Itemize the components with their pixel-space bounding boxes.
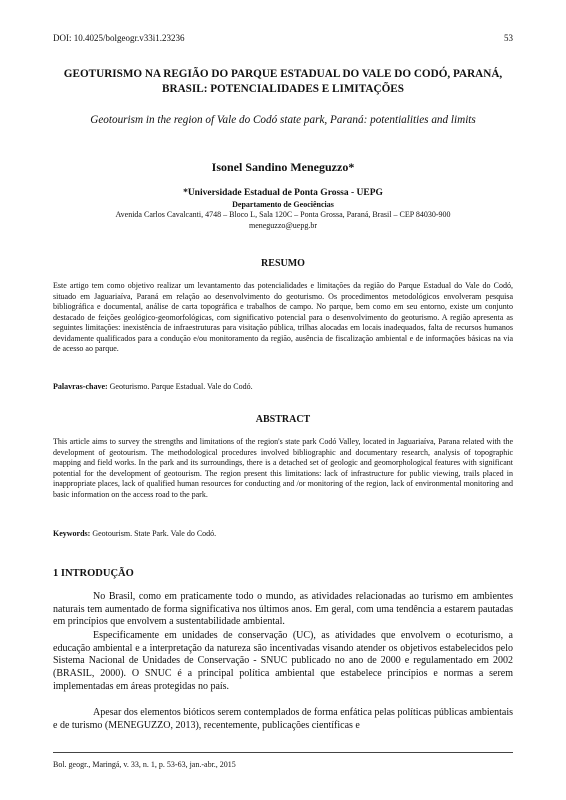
- doi-text: DOI: 10.4025/bolgeogr.v33i1.23236: [53, 33, 185, 43]
- page-header: [53, 33, 513, 43]
- abstract-text: This article aims to survey the strengths and limitations of the region's state park Codó Valley, located in Jaguariaíva, Parana related with the development of geotourism. The methodological procedures involved bibliographic and documentary research, analysis of topographic mapping and field works. In the park and its surroundings, there is a detached set of geologic and geomorphological features with significant potential for the development of geotourism. The region present this limitations: lack of infrastructure for public viewing, trails placed in inappropriate places, lack of qualified human resources for conducting and /or monitoring of the region, lack of environmental monitoring and basic information on the access road to the park.: [53, 437, 513, 499]
- resumo-keywords-value: Geoturismo. Parque Estadual. Vale do Codó.: [107, 382, 253, 391]
- abstract-heading: ABSTRACT: [255, 414, 311, 425]
- journal-citation-footer: Bol. geogr., Maringá, v. 33, n. 1, p. 53-63, jan.-abr., 2015: [53, 760, 236, 769]
- footer-divider: [53, 752, 513, 753]
- author-name: Isonel Sandino Meneguzzo*: [211, 160, 355, 174]
- page-number: 53: [504, 33, 513, 43]
- resumo-keywords-label: Palavras-chave:: [53, 382, 108, 391]
- english-title: Geotourism in the region of Vale do Codó state park, Paraná: potentialities and limits: [90, 114, 476, 126]
- affiliation-address: Avenida Carlos Cavalcanti, 4748 – Bloco L, Sala 120C – Ponta Grossa, Paraná, Brasil – CEP 84030-900: [115, 210, 451, 219]
- resumo-keywords: [53, 382, 513, 391]
- intro-paragraph: Especificamente em unidades de conservação (UC), as atividades que envolvem o ecoturismo, a educação ambiental e a interpretação da natureza são incentivadas visando atender os objetivos estabelecidos pelo Sistema Nacional de Unidades de Conservação - SNUC publicado no ano de 2000 e regulamentado em 2002 (BRASIL, 2000). O SNUC é a principal política ambiental que estabelece princípios e normas a serem implementadas em áreas protegidas no país.: [53, 630, 513, 692]
- resumo-text: Este artigo tem como objetivo realizar um levantamento das potencialidades e limitações da região do Parque Estadual do Vale do Codó, situado em Jaguariaíva, Paraná em relação ao desenvolvimento do geoturismo. Os procedimentos metodológicos envolveram pesquisa bibliográfica e documental, análise de carta topográfica e trabalhos de campo. No parque, bem como em seu entorno, existe um conjunto destacado de feições geológico-geomorfológicas, com significativo potencial para o desenvolvimento do geoturismo. A região apresenta as seguintes limitações: inexistência de infraestruturas para visitação pública, trilhas alocadas em locais inadequados, falta de recursos humanos devidamente qualificados para a condução e/ou monitoramento da região, ausência de fiscalização ambiental e de informações básicas na via de acesso ao parque.: [53, 281, 513, 353]
- resumo-heading: RESUMO: [261, 258, 305, 269]
- author-email: meneguzzo@uepg.br: [248, 220, 317, 230]
- intro-paragraph: No Brasil, como em praticamente todo o mundo, as atividades relacionadas ao turismo em ambientes naturais tem aumentado de forma significativa nos últimos anos. Em geral, com uma tendência a estarem pautadas em princípios que envolvem a sustentabilidade ambiental.: [53, 591, 513, 628]
- abstract-keywords: [53, 529, 513, 538]
- abstract-keywords-value: Geotourism. State Park. Vale do Codó.: [90, 529, 217, 538]
- intro-paragraph: Apesar dos elementos bióticos serem contemplados de forma enfática pelas políticas públicas ambientais e de turismo (MENEGUZZO, 2013), recentemente, publicações científicas e: [53, 707, 513, 731]
- affiliation-department: Departamento de Geociências: [232, 199, 334, 209]
- article-title: GEOTURISMO NA REGIÃO DO PARQUE ESTADUAL DO VALE DO CODÓ, PARANÁ, BRASIL: POTENCIALIDADES E LIMITAÇÕES: [63, 68, 503, 95]
- introduction-heading: 1 INTRODUÇÃO: [53, 568, 134, 579]
- abstract-keywords-label: Keywords:: [53, 529, 91, 538]
- affiliation: [0, 188, 566, 231]
- affiliation-university: *Universidade Estadual de Ponta Grossa - UEPG: [183, 188, 383, 198]
